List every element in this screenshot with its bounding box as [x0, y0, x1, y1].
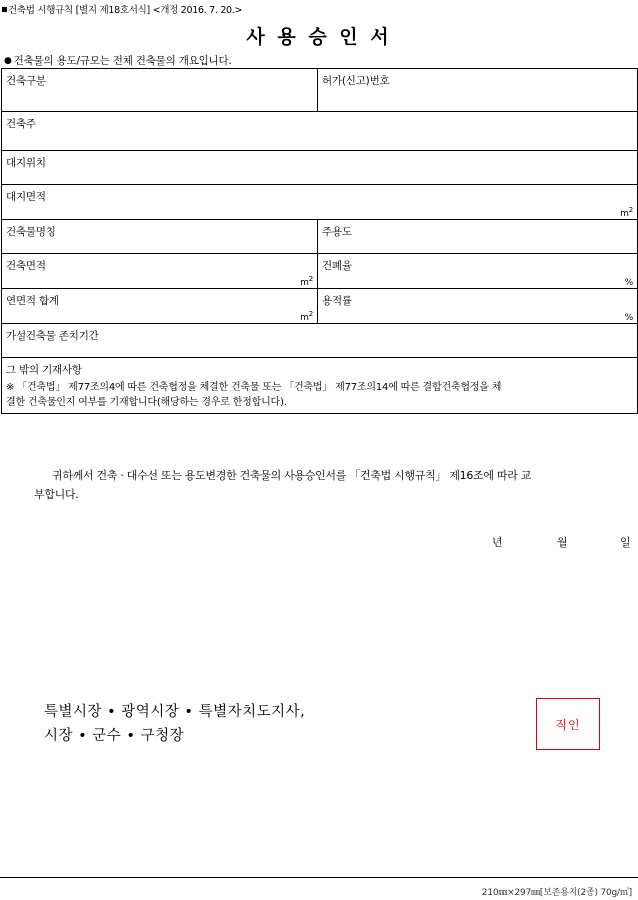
- label-temporary-building-period: 가설건축물 존치기간: [6, 330, 99, 342]
- cell-permit-number: [318, 69, 638, 112]
- date-day-label: 일: [620, 536, 631, 549]
- cell-total-floor-area: [2, 289, 318, 324]
- signer-line-2: 시장 • 군수 • 구청장: [44, 728, 185, 744]
- cell-floor-area-ratio: [318, 289, 638, 324]
- form-header: [2, 2, 242, 16]
- unit-total-floor-area: $m^2$: [300, 310, 313, 323]
- body-paragraph-line-2: 부합니다.: [34, 488, 79, 501]
- paper-spec-note: 210㎜×297㎜[보존용지(2종) 70g/㎡]: [481, 888, 632, 898]
- scope-note: [4, 53, 232, 68]
- body-paragraph: [34, 466, 628, 504]
- form-header-text: 건축법 시행규칙 [별지 제18호서식] <개정 2016. 7. 20.>: [8, 5, 243, 16]
- label-site-area: 대지면적: [6, 191, 46, 203]
- unit-floor-area-ratio: %: [624, 313, 633, 323]
- label-site-location: 대지위치: [6, 157, 46, 169]
- official-seal-label: 직인: [555, 717, 581, 732]
- other-notes-line-1: ※ 「건축법」 제77조의4에 따른 건축협정을 체결한 건축물 또는 「건축법」 제77조의14에 따른 결합건축협정을 체: [6, 382, 502, 393]
- label-owner: 건축주: [6, 118, 36, 130]
- table-row: [2, 254, 638, 289]
- table-row: [2, 112, 638, 151]
- table-row: [2, 289, 638, 324]
- table-row: [2, 324, 638, 358]
- table-row: [2, 69, 638, 112]
- body-paragraph-line-1: 귀하께서 건축 · 대수선 또는 용도변경한 건축물의 사용승인서를 「건축법 시행규칙」 제16조에 따라 교: [52, 469, 532, 482]
- label-building-type: 건축구분: [6, 75, 46, 87]
- cell-main-use: [318, 220, 638, 254]
- date-year-label: 년: [492, 536, 503, 549]
- label-building-area: 건축면적: [6, 260, 46, 272]
- footer-divider: [0, 877, 638, 878]
- label-main-use: 주용도: [322, 226, 352, 238]
- label-other-notes: 그 밖의 기재사항: [6, 364, 82, 376]
- cell-site-area: [2, 185, 638, 220]
- table-row: [2, 151, 638, 185]
- cell-building-coverage-ratio: [318, 254, 638, 289]
- cell-temporary-building-period: [2, 324, 638, 358]
- cell-owner: [2, 112, 638, 151]
- cell-building-area: [2, 254, 318, 289]
- table-row: [2, 220, 638, 254]
- label-permit-number: 허가(신고)번호: [322, 75, 390, 87]
- label-building-name: 건축물명칭: [6, 226, 56, 238]
- building-info-table: [1, 68, 638, 414]
- cell-site-location: [2, 151, 638, 185]
- label-building-coverage-ratio: 건폐율: [322, 260, 352, 272]
- label-total-floor-area: 연면적 합계: [6, 295, 59, 307]
- official-seal-box: [536, 698, 600, 750]
- unit-building-area: $m^2$: [300, 275, 313, 288]
- table-row-other-notes: [2, 358, 638, 414]
- signer-block: [44, 700, 305, 748]
- unit-site-area: $m^2$: [620, 206, 633, 219]
- page-title: 사 용 승 인 서: [246, 26, 392, 48]
- table-row: [2, 185, 638, 220]
- cell-building-name: [2, 220, 318, 254]
- scope-note-text: 건축물의 용도/규모는 전체 건축물의 개요입니다.: [13, 55, 232, 67]
- other-notes-line-2: 결한 건축물인지 여부를 기재합니다(해당하는 경우로 한정합니다).: [6, 397, 287, 408]
- cell-other-notes: [2, 358, 638, 414]
- unit-building-coverage-ratio: %: [624, 278, 633, 288]
- cell-building-type: [2, 69, 318, 112]
- signer-line-1: 특별시장 • 광역시장 • 특별자치도지사,: [44, 704, 306, 720]
- square-bullet-icon: [2, 7, 7, 12]
- date-month-label: 월: [557, 536, 568, 549]
- label-floor-area-ratio: 용적률: [322, 295, 352, 307]
- bullet-icon: ●: [4, 55, 12, 66]
